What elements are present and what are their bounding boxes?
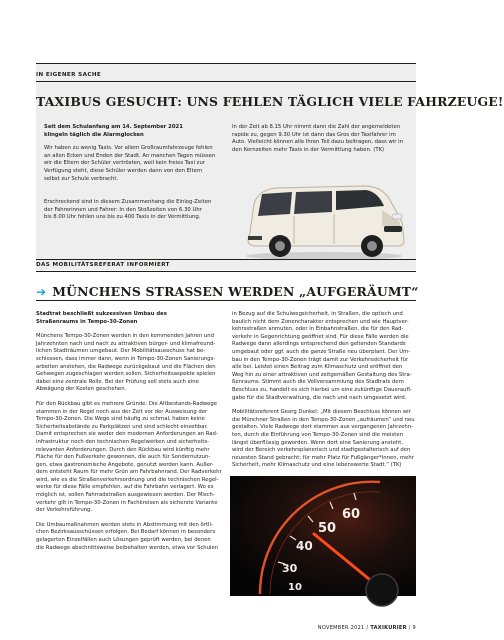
taxibus-lead: Seit dem Schulanfang am 14. September 2021 klingeln täglich die Alarmglocken xyxy=(44,124,183,138)
speed-label-50: 50 xyxy=(318,521,337,536)
muenchen-paragraph-3: Die Umbaumaßnahmen werden stets in Abstimmung mit den örtli- chen Bezirksausschüssen erfolgen. Bei Bedarf können in besonders gelagerten Einzelfällen auch Lösungen geprüft werden, bei denen die Radwege abschnittsweise beibehalten werden, etwa vor Schulen xyxy=(36,521,219,551)
muenchen-right-paragraph-1: in Bezug auf die Schulwegsicherheit, in Straßen, die optisch und baulich nicht dem Zonencharakter entsprechen und wie Hauptver- kehrsstraßen anmuten, oder in Einbahnstraßen, die für den Rad- verkehr in Gegenrichtung geöffnet sind. Für diese Fälle werden die Radwege dann allerdings entsprechend den geltenden Standards umgebaut oder ggf. auch die ganze Straße neu überplant. Der Um- bau in den Tempo-30-Zonen trägt damit zur Verkehrssicherheit für alle bei. Leistet einen Beitrag zum Klimaschutz und eröffnet den Weg hin zu einer attraktiven und zeitgemäßen Gestaltung des Stra- ßenraums. Stimmt auch die Vollversammlung des Stadtrats dem Beschluss zu, handelt es sich hierbei um eine zukünftige Daueraufl- gabe für die Stadtverwaltung, die nach und nach umgesetzt wird. xyxy=(232,311,412,401)
footer-issue: NOVEMBER 2021 / xyxy=(317,625,371,631)
headline2-rule xyxy=(36,300,416,301)
headline-muenchen-text: MÜNCHENS STRASSEN WERDEN „AUFGERÄUMT“ xyxy=(52,284,419,299)
section-kicker: IN EIGENER SACHE xyxy=(36,72,102,78)
headline-muenchen xyxy=(36,284,419,299)
speed-label-60: 60 xyxy=(342,507,361,522)
needle-hub xyxy=(366,574,398,606)
headline-taxibus: TAXIBUS GESUCHT: UNS FEHLEN TÄGLICH VIELE FAHRZEUGE! xyxy=(36,94,504,109)
section2-rule xyxy=(36,259,416,260)
speed-label-40: 40 xyxy=(296,539,313,553)
minivan-image xyxy=(232,170,412,262)
muenchen-quote: Mobilitätsreferent Georg Dunkel: „Mit diesem Beschluss können wir die Münchner Straßen in den Tempo-30-Zonen „aufräumen“ und neu gestalten. Viele Radwege dort stammen aus vergangenen Jahrzehn- ten, durch die Einführung von Tempo-30-Zonen sind die meisten längst überflüssig geworden. Wenn dort eine Sanierung ansteht, wird der Bereich verkehrsplanerisch und stadtgestalterisch auf den neuesten Stand gebracht: für mehr Platz für Fußgänger*innen, mehr Sicherheit, mehr Klimaschutz und eine lebenswerte Stadt.“ (TK) xyxy=(232,409,415,469)
taxibus-paragraph-1: Wir haben zu wenig Taxis. Vor allem Großraumfahrzeuge fehlen an allen Ecken und Enden der Stadt. An manchen Tagen müssen wir die Eltern der Schüler vertrösten, weil kein freies Taxi zur Verfügung steht, diese Schüler werden dann von den Eltern selbst zur Schule verbracht. xyxy=(44,145,216,182)
muenchen-right-column xyxy=(232,311,416,470)
speed-label-30: 30 xyxy=(282,562,298,575)
speed-label-10: 10 xyxy=(288,582,302,593)
muenchen-lead: Stadtrat beschließt sukzessiven Umbau des Straßenraums in Tempo-30-Zonen xyxy=(36,311,167,325)
taxibus-paragraph-2: Erschreckend sind in diesem Zusammenhang die Einlog-Zeiten der Fahrerinnen und Fahrer: In den Stoßzeiten von 6.30 Uhr bis 8.00 Uhr fehlen uns bis zu 400 Taxis in der Vermittlung. xyxy=(44,199,212,221)
section2-kicker: DAS MOBILITÄTSREFERAT INFORMIERT xyxy=(36,262,170,268)
kicker-rule xyxy=(36,81,416,82)
taxibus-right-column: In der Zeit ab 8.15 Uhr nimmt dann die Zahl der angemeldeten rapide zu, gegen 9.30 Uhr ist dann das Gros der Taxifahrer im Auto. Vielleicht können alle Ihren Teil dazu beitragen, dass wir in den Kernzeiten mehr Taxis in der Vermittlung haben. (TK) xyxy=(232,124,403,153)
muenchen-left-column xyxy=(36,311,226,552)
speedometer-dial xyxy=(230,476,416,596)
kicker2-rule xyxy=(36,271,416,272)
page-footer xyxy=(318,625,416,631)
speedometer-image xyxy=(230,476,416,596)
footer-page: / 9 xyxy=(406,625,416,631)
footer-magazine: TAXIKURIER xyxy=(370,625,407,631)
taxibus-left-column xyxy=(44,124,234,222)
muenchen-paragraph-2: Für den Rückbau gibt es mehrere Gründe: Die Altbestands-Radwege stammen in der Regel noch aus der Zeit vor der Ausweisung der Tempo-30-Zonen. Die Wege sind häufig zu schmal, haben keine Sicherheitsabstände zu Parkplätzen und sind schlecht einsehbar. Damit entsprechen sie weder den modernen Anforderungen an Rad- infrastruktur noch den technischen Regelwerken und sicherheits- relevanten Anforderungen. Durch den Rückbau wird künftig mehr Fläche für den Fußverkehr gewonnen, die auch für Sondernutzun- gen, etwa gastronomische Angebote, genutzt werden kann. Außer- dem entsteht Raum für mehr Grün am Fahrbahnrand. Der Radverkehr wird, wie es die Straßenverkehrsordnung und die technischen Regel- werke für diese Fälle empfehlen, auf die Fahrbahn verlagert. Wo es möglich ist, sollen Fahrradstraßen ausgewiesen werden. Der Misch- verkehr gilt in Tempo-30-Zonen in Fachkreisen als sicherste Variante der Verkehrsführung. xyxy=(36,400,222,514)
arrow-right-icon: ➔ xyxy=(36,284,47,299)
muenchen-paragraph-1: Münchens Tempo-30-Zonen werden in den kommenden Jahren und Jahrzehnten nach und nach zu attraktiven bürger- und klimafreund- lichen Stadträumen umgebaut. Der Mobilitätsausschuss hat be- schlossen, dass immer dann, wenn in Tempo-30-Zonen Sanierungs- arbeiten anstehen, die Radwege zurückgebaut und die Flächen den Gehwegen zugeschlagen werden sollen. Sicherheitsaspekte spielen dabei eine zentrale Rolle. Bei der Prüfung soll stets auch eine Abwägung der Kosten geschehen. xyxy=(36,333,216,393)
